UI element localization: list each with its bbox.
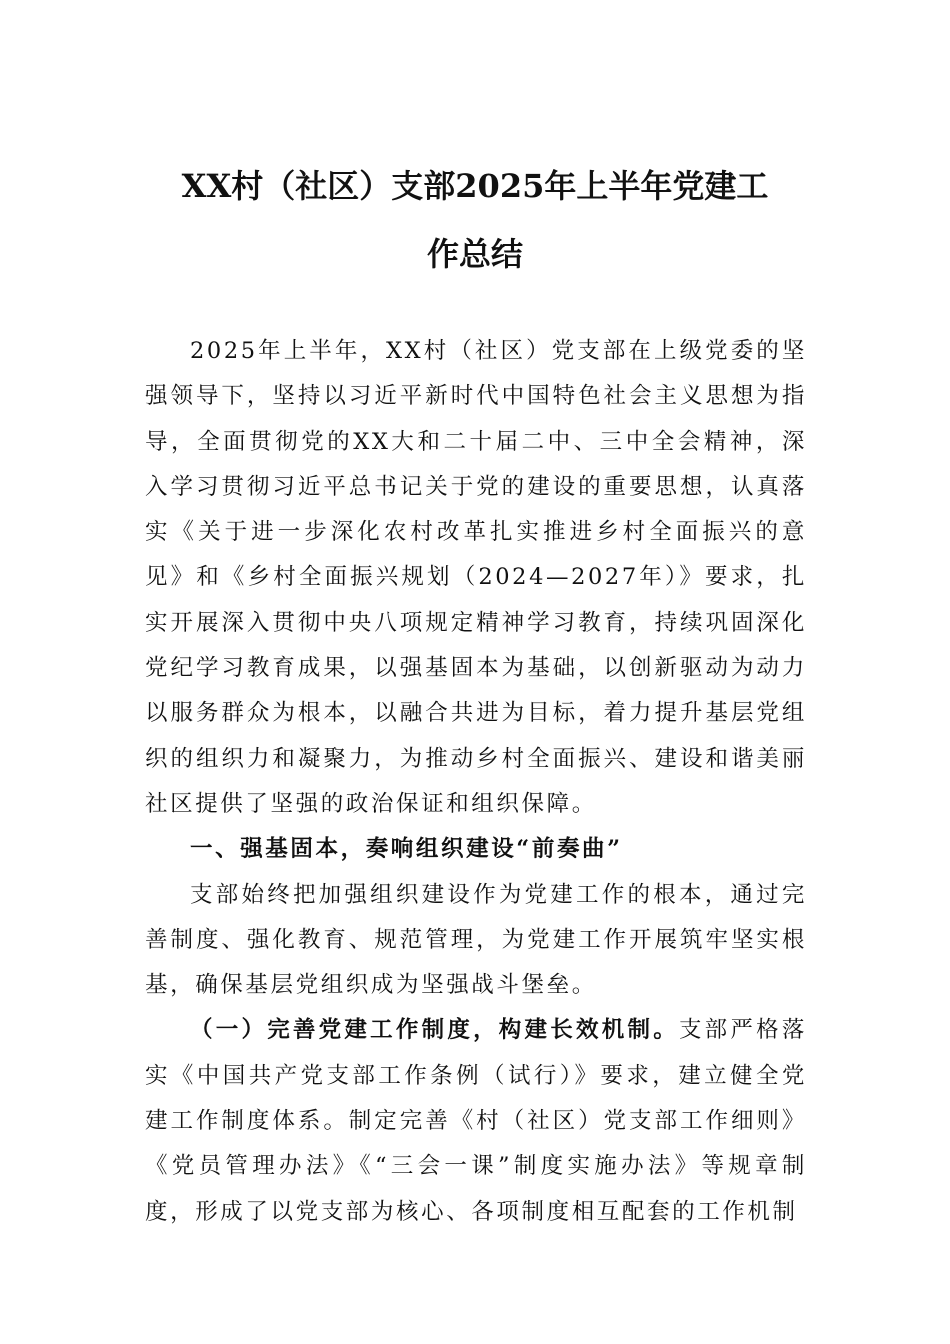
intro-paragraph: 2025年上半年，XX村（社区）党支部在上级党委的坚强领导下，坚持以习近平新时代中国特色社会主义思想为指导，全面贯彻党的XX大和二十届二中、三中全会精神，深入学习贯彻习近平总书记关于党的建设的重要思想，认真落实《关于进一步深化农村改革扎实推进乡村全面振兴的意见》和《乡村全面振兴规划（2024—2027年）》要求，扎实开展深入贯彻中央八项规定精神学习教育，持续巩固深化党纪学习教育成果，以强基固本为基础，以创新驱动为动力以服务群众为根本，以融合共进为目标，着力提升基层党组织的组织力和凝聚力，为推动乡村全面振兴、建设和谐美丽社区提供了坚强的政治保证和组织保障。 (145, 338, 807, 817)
section-heading: 一、强基固本，奏响组织建设“前奏曲” (190, 836, 623, 863)
section-intro-paragraph: 支部始终把加强组织建设作为党建工作的根本，通过完善制度、强化教育、规范管理，为党建工作开展筑牢坚实根基，确保基层党组织成为坚强战斗堡垒。 (145, 881, 807, 999)
subsection-text: 支部严格落实《中国共产党支部工作条例（试行）》要求，建立健全党建工作制度体系。制定完善《村（社区）党支部工作细则》《党员管理办法》《“三会一课”制度实施办法》等规章制度，形成了以党支部为核心、各项制度相互配套的工作机制 (145, 1017, 807, 1225)
document-title-line1: XX村（社区）支部2025年上半年党建工 (181, 167, 769, 205)
document-body (145, 329, 807, 1235)
subsection-heading: （一）完善党建工作制度，构建长效机制。 (190, 1017, 679, 1044)
subsection-paragraph (145, 1008, 807, 1234)
document-title-line2: 作总结 (426, 235, 523, 273)
